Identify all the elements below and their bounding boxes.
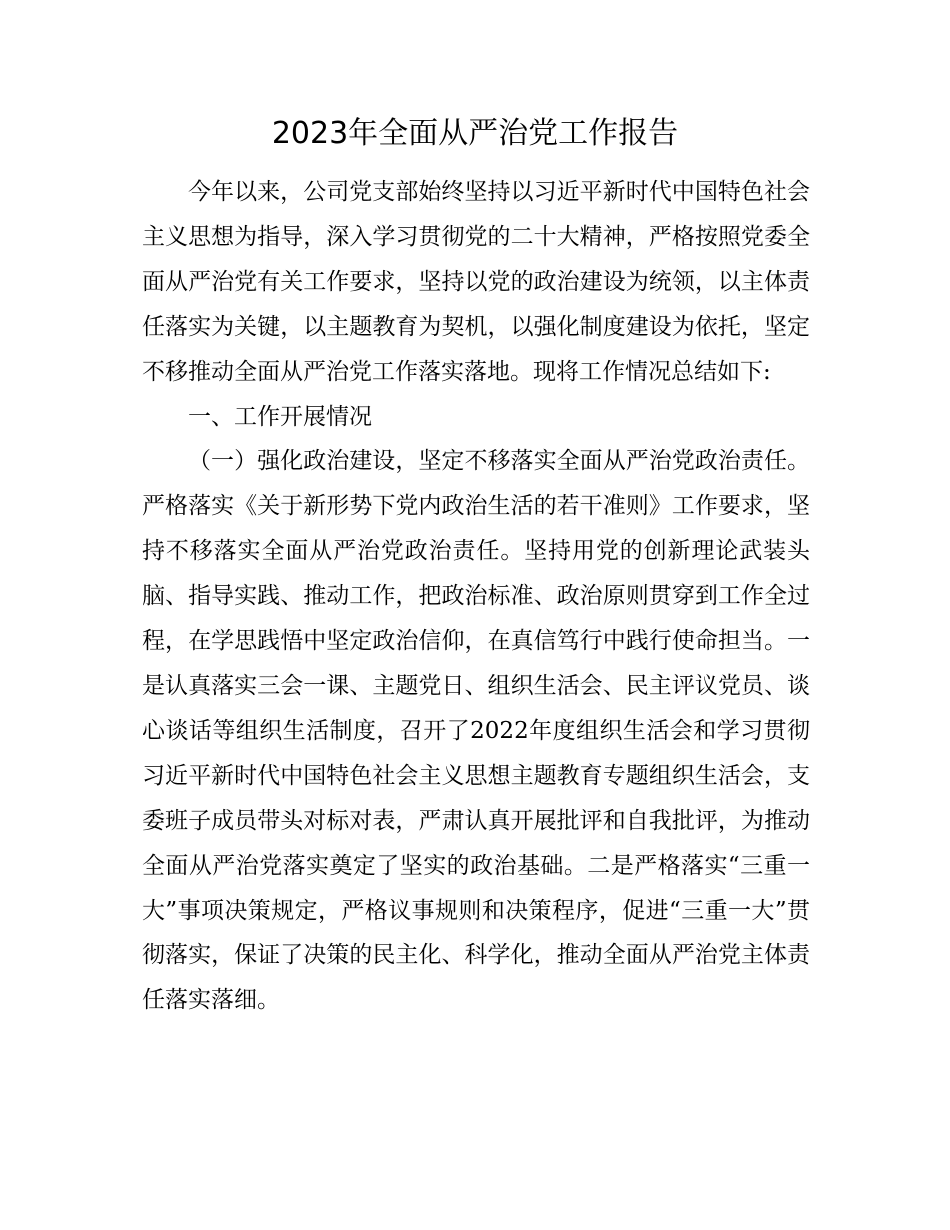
section-heading: 一、工作开展情况 (188, 403, 372, 430)
document-body (142, 170, 810, 1023)
section-paragraph: （一）强化政治建设，坚定不移落实全面从严治党政治责任。严格落实《关于新形势下党内政治生活的若干准则》工作要求，坚持不移落实全面从严治党政治责任。坚持用党的创新理论武装头脑、指导实践、推动工作，把政治标准、政治原则贯穿到工作全过程，在学思践悟中坚定政治信仰，在真信笃行中践行使命担当。一是认真落实三会一课、主题党日、组织生活会、民主评议党员、谈心谈话等组织生活制度，召开了2022年度组织生活会和学习贯彻习近平新时代中国特色社会主义思想主题教育专题组织生活会，支委班子成员带头对标对表，严肃认真开展批评和自我批评，为推动全面从严治党落实奠定了坚实的政治基础。二是严格落实“三重一大”事项决策规定，严格议事规则和决策程序，促进“三重一大”贯彻落实，保证了决策的民主化、科学化，推动全面从严治党主体责任落实落细。 (142, 448, 810, 1014)
document-title: 2023年全面从严治党工作报告 (271, 116, 679, 151)
intro-paragraph: 今年以来，公司党支部始终坚持以习近平新时代中国特色社会主义思想为指导，深入学习贯彻党的二十大精神，严格按照党委全面从严治党有关工作要求，坚持以党的政治建设为统领，以主体责任落实为关键，以主题教育为契机，以强化制度建设为依托，坚定不移推动全面从严治党工作落实落地。现将工作情况总结如下: (142, 179, 810, 385)
